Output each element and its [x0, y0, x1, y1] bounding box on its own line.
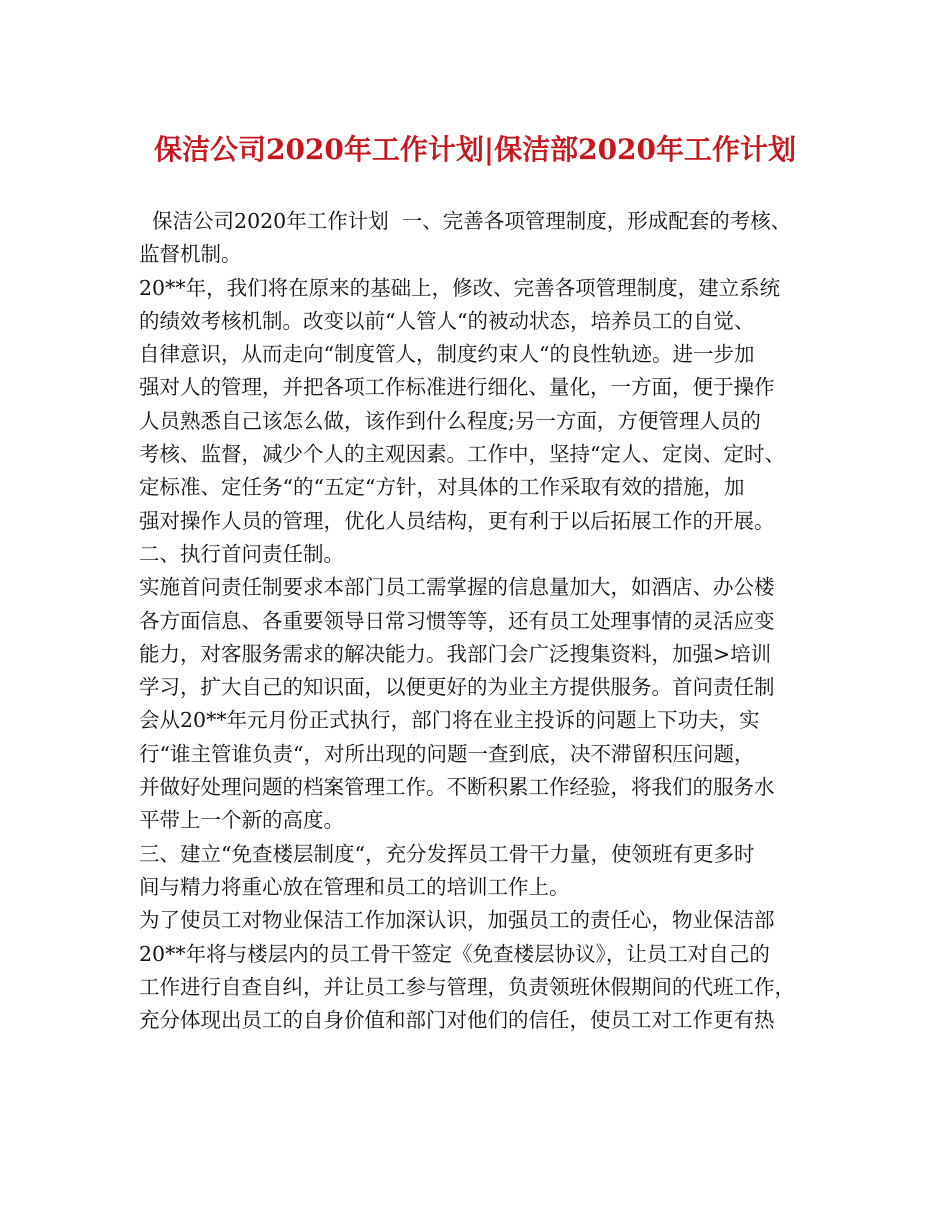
text-line: 20**年将与楼层内的员工骨干签定《免查楼层协议》，让员工对自己的	[139, 941, 770, 966]
section-heading: 二、执行首问责任制。	[139, 541, 344, 566]
text-line: 强对人的管理，并把各项工作标准进行细化、量化，一方面，便于操作	[139, 375, 775, 400]
text-line: 为了使员工对物业保洁工作加深认识，加强员工的责任心，物业保洁部	[139, 908, 775, 933]
text-line: 考核、监督，减少个人的主观因素。工作中，坚持“定人、定岗、定时、	[139, 442, 785, 467]
document-body	[139, 205, 839, 1037]
text-line: 各方面信息、各重要领导日常习惯等等，还有员工处理事情的灵活应变	[139, 608, 775, 633]
text-line: 能力，对客服务需求的解决能力。我部门会广泛搜集资料，加强>培训	[139, 641, 772, 666]
text-line: 人员熟悉自己该怎么做，该作到什么程度;另一方面，方便管理人员的	[139, 408, 761, 433]
text-line: 监督机制。	[139, 242, 242, 267]
text-line: 工作进行自查自纠，并让员工参与管理，负责领班休假期间的代班工作，	[139, 974, 795, 999]
section-heading: 三、建立“免查楼层制度“，充分发挥员工骨干力量，使领班有更多时	[139, 841, 755, 866]
text-line: 定标准、定任务“的“五定“方针，对具体的工作采取有效的措施，加	[139, 475, 745, 500]
text-line: 行“谁主管谁负责“，对所出现的问题一查到底，决不滞留积压问题，	[139, 741, 755, 766]
text-line: 会从20**年元月份正式执行，部门将在业主投诉的问题上下功夫，实	[139, 708, 760, 733]
text-line: 的绩效考核机制。改变以前“人管人“的被动状态，培养员工的自觉、	[139, 308, 755, 333]
text-line: 学习，扩大自己的知识面，以便更好的为业主方提供服务。首问责任制	[139, 675, 775, 700]
text-line: 强对操作人员的管理，优化人员结构，更有利于以后拓展工作的开展。	[139, 508, 775, 533]
text-line: 充分体现出员工的自身价值和部门对他们的信任，使员工对工作更有热	[139, 1008, 775, 1033]
document-title: 保洁公司2020年工作计划|保洁部2020年工作计划	[153, 133, 797, 166]
text-line: 自律意识，从而走向“制度管人，制度约束人“的良性轨迹。进一步加	[139, 342, 755, 367]
text-line: 平带上一个新的高度。	[139, 808, 344, 833]
text-line: 20**年，我们将在原来的基础上，修改、完善各项管理制度，建立系统	[139, 275, 781, 300]
text-line: 间与精力将重心放在管理和员工的培训工作上。	[139, 874, 570, 899]
text-line: 保洁公司2020年工作计划 一、完善各项管理制度，形成配套的考核、	[139, 209, 792, 233]
text-line: 并做好处理问题的档案管理工作。不断积累工作经验，将我们的服务水	[139, 775, 775, 800]
text-line: 实施首问责任制要求本部门员工需掌握的信息量加大，如酒店、办公楼	[139, 575, 775, 600]
